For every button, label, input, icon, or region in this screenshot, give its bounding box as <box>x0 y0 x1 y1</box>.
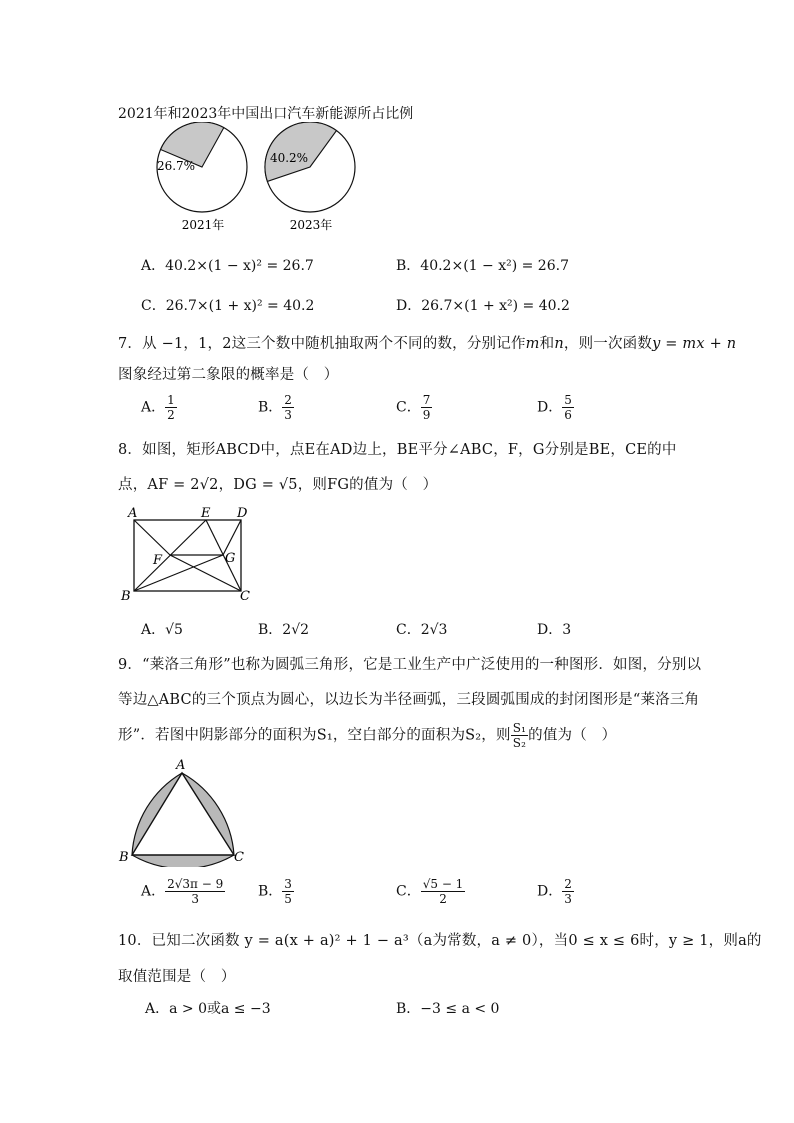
label-e: E <box>201 506 211 521</box>
q9-option-b[interactable]: B． $\frac{3}{5}$ <box>258 877 292 906</box>
q7-option-c[interactable]: C． $\frac{7}{9}$ <box>396 393 431 422</box>
label-c: C <box>240 589 250 603</box>
label-a: A <box>128 506 138 521</box>
reuleaux-figure <box>118 755 253 867</box>
q6-option-c[interactable]: C．26.7×(1 + x)² = 40.2 <box>141 298 315 314</box>
label-f: F <box>153 553 163 568</box>
chart-title: 2021年和2023年中国出口汽车新能源所占比例 <box>118 106 414 122</box>
q6-option-d[interactable]: D．26.7×(1 + x²) = 40.2 <box>396 298 570 314</box>
q8-option-c[interactable]: C．2√3 <box>396 622 448 638</box>
pie-2021-label: 2021年 <box>181 218 225 232</box>
q7-option-d[interactable]: D． $\frac{5}{6}$ <box>537 393 572 422</box>
q8-line2: 点，AF = 2√2，DG = √5，则FG的值为（ ） <box>118 477 438 493</box>
q10-line2: 取值范围是（ ） <box>118 969 236 985</box>
q7-option-a[interactable]: A． $\frac{1}{2}$ <box>141 393 175 422</box>
label-b: B <box>119 850 129 865</box>
q10-option-a[interactable]: A．a > 0或a ≤ −3 <box>145 1001 271 1017</box>
segment-af <box>134 520 170 555</box>
label-b: B <box>121 589 131 603</box>
segment-gb <box>134 555 223 591</box>
pie-2023-label: 2023年 <box>289 218 333 232</box>
segment-dg <box>223 520 241 555</box>
q7-line2: 图象经过第二象限的概率是（ ） <box>118 367 339 383</box>
pie-charts <box>140 122 370 237</box>
rectangle-figure <box>118 503 263 603</box>
q8-option-d[interactable]: D．3 <box>537 622 572 638</box>
q9-line1: 9．“莱洛三角形”也称为圆弧三角形，它是工业生产中广泛使用的一种图形．如图，分别以 <box>118 657 702 673</box>
pie-2023 <box>265 122 355 212</box>
q7-option-b[interactable]: B． $\frac{2}{3}$ <box>258 393 292 422</box>
q6-option-a[interactable]: A．40.2×(1 − x)² = 26.7 <box>141 258 314 274</box>
q10-option-b[interactable]: B．−3 ≤ a < 0 <box>396 1001 500 1017</box>
q10-line1: 10．已知二次函数 y = a(x + a)² + 1 − a³（a为常数，a ≠ 0），当0 ≤ x ≤ 6时，y ≥ 1，则a的 <box>118 933 762 949</box>
pie-2021-value: 26.7% <box>156 159 196 173</box>
q9-line2: 等边△ABC的三个顶点为圆心，以边长为半径画弧，三段圆弧围成的封闭图形是“莱洛三角 <box>118 692 700 708</box>
q7-line1: 7．从 −1，1，2这三个数中随机抽取两个不同的数，分别记作m和n，则一次函数y = mx + n <box>118 336 737 352</box>
q9-option-c[interactable]: C． $\frac{√5 - 1}{2}$ <box>396 877 464 906</box>
label-d: D <box>237 506 248 521</box>
q8-option-a[interactable]: A．√5 <box>141 622 183 638</box>
q6-option-b[interactable]: B．40.2×(1 − x²) = 26.7 <box>396 258 569 274</box>
label-a: A <box>176 758 186 773</box>
q8-line1: 8．如图，矩形ABCD中，点E在AD边上，BE平分∠ABC，F，G分别是BE，CE的中 <box>118 442 677 458</box>
q9-line3: 形”．若图中阴影部分的面积为S₁，空白部分的面积为S₂，则 $\frac{\text{S₁}}{\text{S₂}}$ 的值为（ ） <box>118 721 617 750</box>
pie-2023-value: 40.2% <box>269 151 309 165</box>
q9-option-d[interactable]: D． $\frac{2}{3}$ <box>537 877 572 906</box>
label-c: C <box>234 850 244 865</box>
q8-option-b[interactable]: B．2√2 <box>258 622 310 638</box>
label-g: G <box>225 551 236 566</box>
q9-option-a[interactable]: A． $\frac{2√3\pi - 9}{3}$ <box>141 877 224 906</box>
